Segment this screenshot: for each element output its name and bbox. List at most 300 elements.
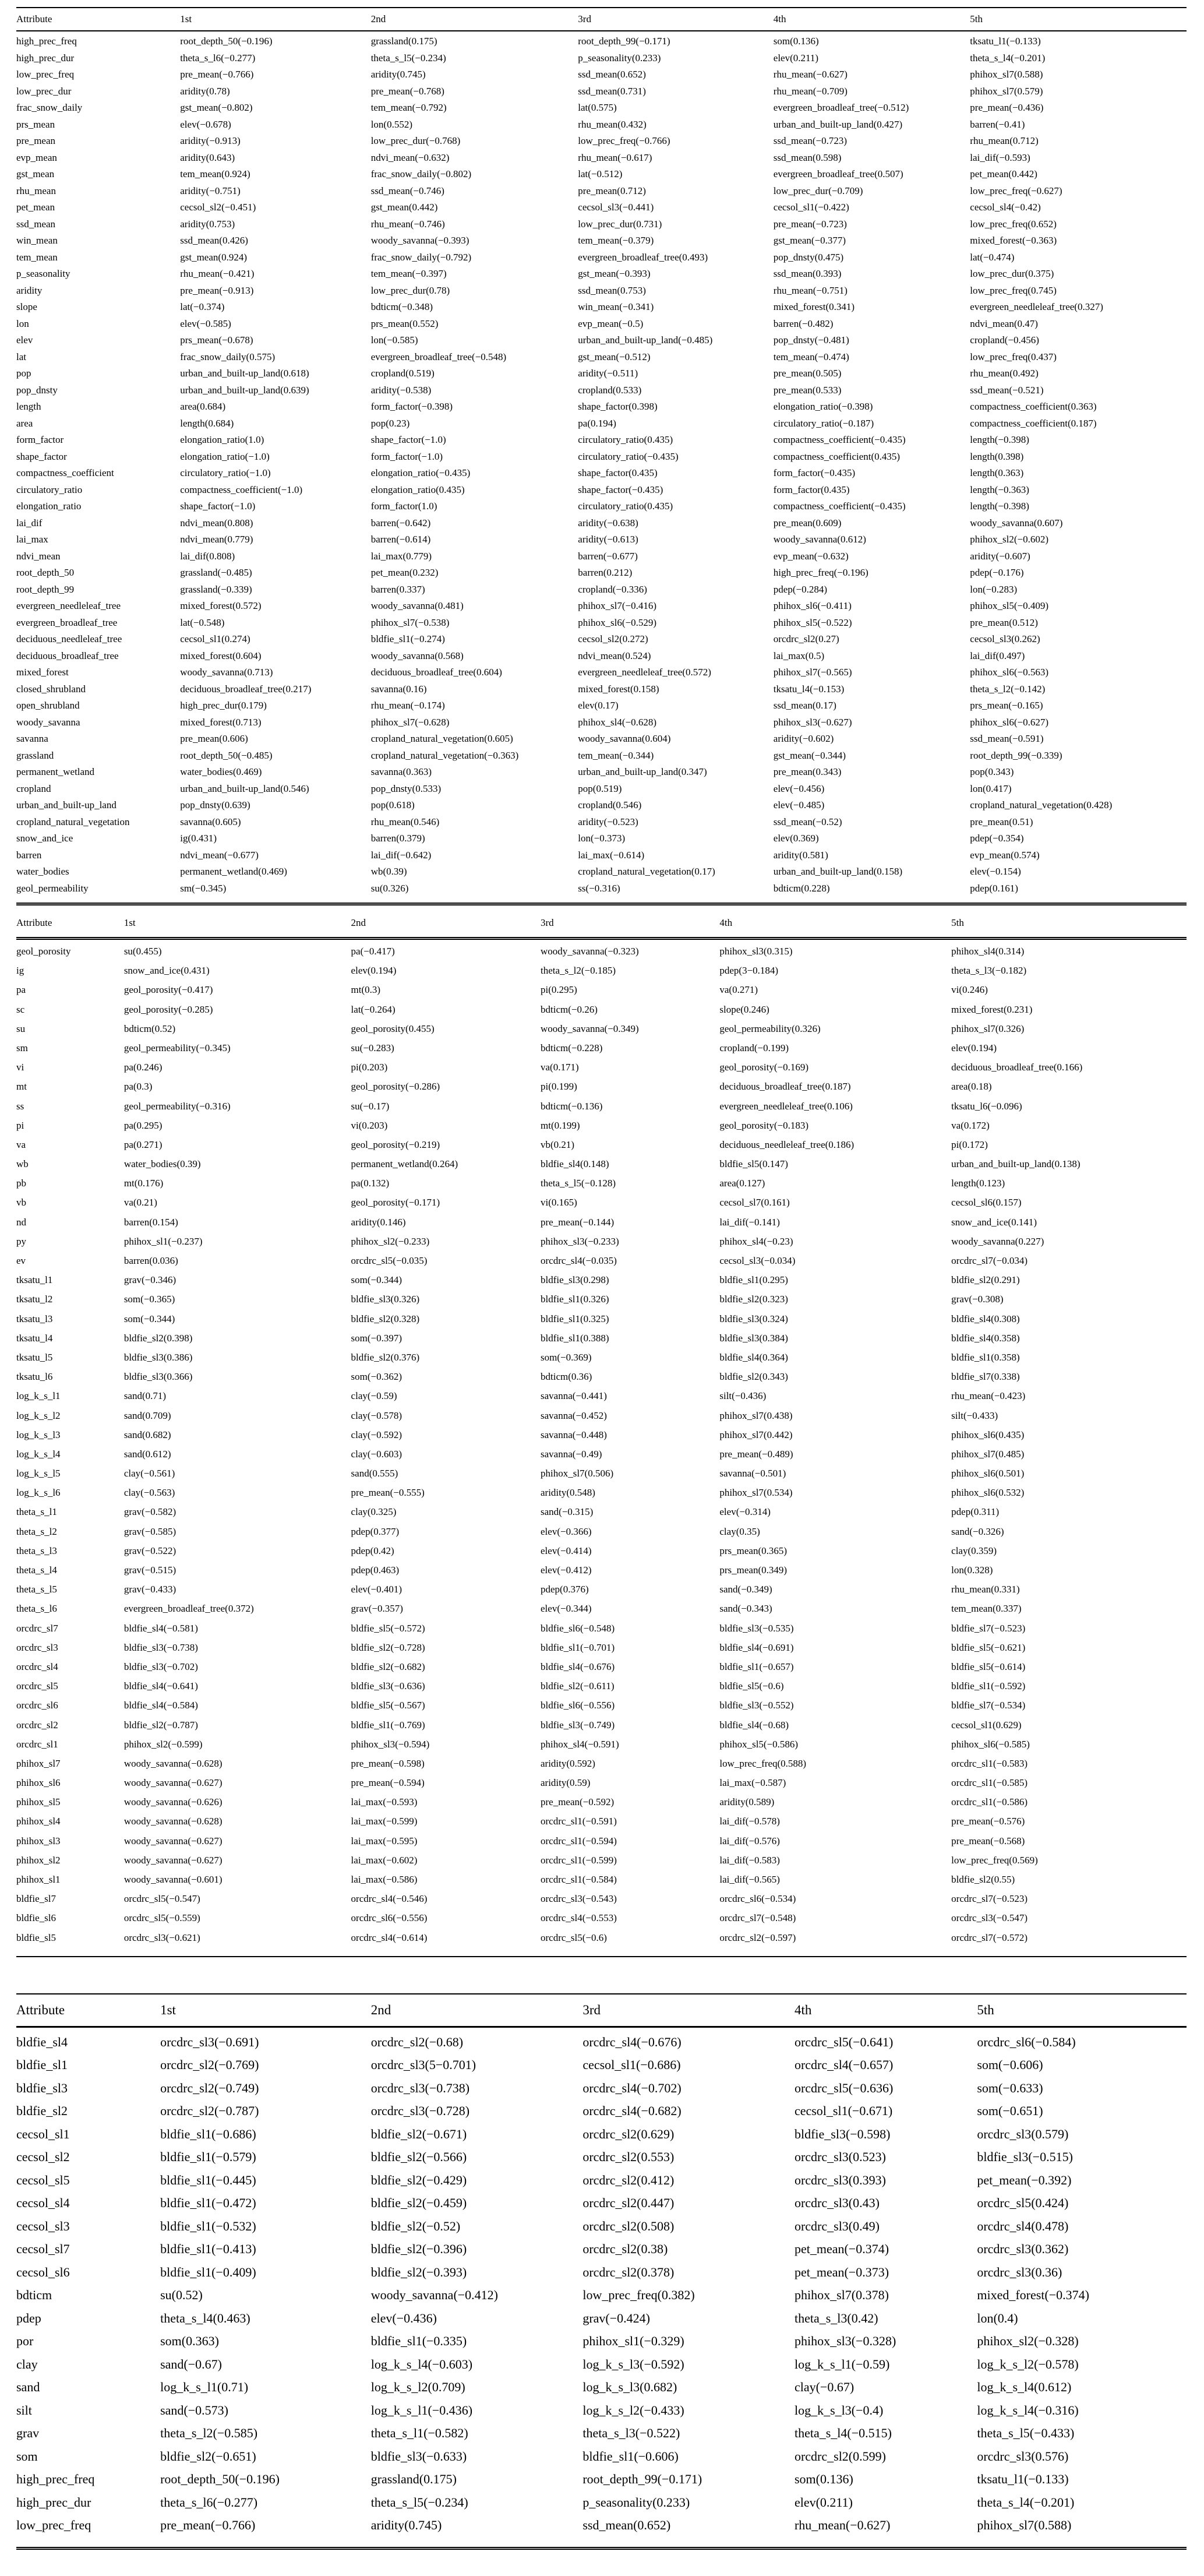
correlation-cell: cecsol_sl2(0.272)	[578, 633, 648, 644]
correlation-cell: phihox_sl7(0.588)	[970, 69, 1043, 80]
table-row	[16, 1700, 1187, 1719]
correlation-cell: som(−0.633)	[977, 2080, 1043, 2095]
correlation-cell: ssd_mean(−0.521)	[970, 384, 1044, 396]
table-row	[16, 1796, 1187, 1816]
attribute-cell: log_k_s_l3	[16, 1429, 61, 1440]
correlation-cell: urban_and_built-up_land(0.639)	[180, 384, 309, 396]
correlation-cell: bldfie_sl4(0.148)	[541, 1158, 609, 1170]
attribute-cell: elev	[16, 334, 33, 346]
correlation-cell: bldfie_sl2(0.328)	[351, 1313, 420, 1324]
table-row	[16, 1487, 1187, 1506]
attribute-cell: tksatu_l2	[16, 1294, 53, 1305]
attribute-cell: bldfie_sl7	[16, 1893, 56, 1905]
correlation-cell: prs_mean(−0.678)	[180, 334, 253, 346]
correlation-cell: grassland(−0.339)	[180, 583, 252, 595]
correlation-cell: elev(−0.344)	[541, 1603, 592, 1615]
correlation-cell: ssd_mean(0.598)	[773, 151, 842, 163]
table-row	[16, 850, 1187, 866]
correlation-cell: low_prec_freq(0.569)	[951, 1854, 1038, 1866]
table-row	[16, 1371, 1187, 1390]
correlation-cell: tem_mean(−0.792)	[370, 102, 447, 113]
correlation-cell: bldfie_sl2(0.55)	[951, 1874, 1015, 1885]
correlation-cell: ssd_mean(0.393)	[773, 268, 842, 279]
correlation-cell: geol_porosity(−0.417)	[123, 984, 213, 996]
attribute-cell: barren	[16, 849, 42, 861]
attribute-cell: por	[16, 2334, 34, 2349]
correlation-cell: cecsol_sl3(−0.441)	[578, 202, 654, 213]
table-row	[16, 31, 1187, 52]
correlation-cell: ssd_mean(−0.52)	[773, 816, 842, 827]
correlation-cell: theta_s_l5(−0.128)	[541, 1178, 616, 1189]
correlation-cell: woody_savanna(−0.627)	[123, 1854, 223, 1866]
correlation-cell: orcdrc_sl1(−0.585)	[951, 1777, 1028, 1789]
correlation-cell: phihox_sl5(−0.586)	[719, 1738, 799, 1750]
correlation-cell: bldfie_sl3(0.366)	[123, 1371, 193, 1383]
correlation-cell: rhu_mean(−0.627)	[773, 69, 848, 80]
correlation-cell: circulatory_ratio(0.435)	[578, 501, 673, 512]
table-row	[16, 1390, 1187, 1409]
correlation-cell: evergreen_needleleaf_tree(0.106)	[719, 1100, 853, 1112]
correlation-cell: geol_porosity(−0.169)	[719, 1062, 809, 1073]
correlation-cell: barren(−0.41)	[970, 118, 1025, 130]
table-row	[16, 600, 1187, 617]
table-row	[16, 434, 1187, 451]
attribute-cell: tksatu_l5	[16, 1351, 53, 1363]
table-row	[16, 2219, 1187, 2242]
correlation-cell: bldfie_sl5(0.147)	[719, 1158, 788, 1170]
correlation-cell: phihox_sl7(−0.416)	[578, 600, 657, 611]
correlation-cell: gst_mean(−0.393)	[578, 268, 651, 279]
correlation-cell: mixed_forest(0.713)	[180, 716, 262, 728]
table-row	[16, 717, 1187, 734]
correlation-cell: lon(0.552)	[370, 118, 412, 130]
correlation-cell: orcdrc_sl3(0.36)	[977, 2264, 1062, 2279]
correlation-cell: snow_and_ice(0.141)	[951, 1216, 1037, 1228]
correlation-cell: pop(0.618)	[370, 799, 415, 810]
correlation-cell: phihox_sl1(−0.329)	[582, 2334, 684, 2349]
correlation-cell: lon(−0.585)	[370, 334, 418, 346]
correlation-cell: woody_savanna(−0.393)	[370, 235, 469, 246]
correlation-cell: cropland_natural_vegetation(−0.363)	[370, 749, 519, 761]
correlation-cell: orcdrc_sl4(−0.676)	[582, 2034, 682, 2049]
table-row	[16, 1294, 1187, 1313]
correlation-cell: orcdrc_sl3(5−0.701)	[370, 2057, 476, 2073]
correlation-cell: lat(−0.512)	[578, 168, 623, 179]
correlation-cell: sand(−0.67)	[160, 2356, 222, 2371]
attribute-cell: silt	[16, 2402, 32, 2418]
correlation-cell: mixed_forest(0.572)	[180, 600, 262, 611]
correlation-cell: orcdrc_sl3(0.523)	[794, 2149, 886, 2165]
correlation-cell: high_prec_freq(−0.196)	[773, 567, 868, 578]
attribute-cell: nd	[16, 1216, 26, 1228]
correlation-cell: log_k_s_l2(−0.578)	[977, 2356, 1079, 2371]
correlation-cell: low_prec_dur(0.375)	[970, 268, 1054, 279]
correlation-cell: pre_mean(−0.594)	[351, 1777, 425, 1789]
correlation-cell: deciduous_broadleaf_tree(0.187)	[719, 1081, 851, 1093]
correlation-cell: som(−0.606)	[977, 2057, 1043, 2073]
correlation-cell: circulatory_ratio(−0.187)	[773, 417, 874, 429]
correlation-cell: clay(−0.561)	[123, 1468, 175, 1479]
correlation-cell: sand(0.555)	[351, 1468, 398, 1479]
correlation-cell: elev(−0.436)	[370, 2310, 437, 2325]
correlation-cell: orcdrc_sl5(−0.547)	[123, 1893, 200, 1905]
correlation-cell: pre_mean(0.343)	[773, 766, 842, 777]
correlation-cell: low_prec_freq(−0.766)	[578, 135, 670, 146]
correlation-cell: bldfie_sl1(−0.592)	[951, 1680, 1026, 1692]
correlation-cell: woody_savanna(−0.628)	[123, 1757, 223, 1769]
attribute-cell: sm	[16, 1042, 28, 1053]
attribute-cell: snow_and_ice	[16, 833, 73, 844]
table-row	[16, 2288, 1187, 2311]
correlation-cell: savanna(−0.441)	[541, 1390, 607, 1402]
column-header: Attribute	[16, 8, 180, 31]
table-row	[16, 185, 1187, 202]
correlation-cell: savanna(0.16)	[370, 683, 427, 695]
correlation-cell: urban_and_built-up_land(0.427)	[773, 118, 903, 130]
correlation-cell: pdep(0.463)	[351, 1564, 400, 1576]
table-row	[16, 2081, 1187, 2104]
correlation-cell: tem_mean(0.337)	[951, 1603, 1022, 1615]
table-row	[16, 667, 1187, 683]
correlation-cell: bldfie_sl3(−0.749)	[541, 1719, 615, 1731]
correlation-cell: tksatu_l1(−0.133)	[977, 2472, 1069, 2487]
table-row	[16, 52, 1187, 69]
column-header: 2nd	[351, 910, 541, 939]
attribute-cell: log_k_s_l4	[16, 1448, 61, 1460]
attribute-cell: pi	[16, 1119, 24, 1131]
table-row	[16, 2472, 1187, 2495]
table-row	[16, 501, 1187, 517]
correlation-cell: bldfie_sl1(0.358)	[951, 1351, 1020, 1363]
correlation-cell: theta_s_l5(−0.433)	[977, 2426, 1075, 2441]
correlation-cell: wb(0.39)	[370, 866, 407, 877]
correlation-cell: orcdrc_sl3(−0.547)	[951, 1912, 1028, 1924]
attribute-cell: win_mean	[16, 235, 58, 246]
table-row	[16, 833, 1187, 850]
correlation-cell: bldfie_sl2(0.398)	[123, 1332, 193, 1344]
correlation-cell: bldfie_sl3(−0.552)	[719, 1700, 794, 1711]
correlation-cell: ssd_mean(0.753)	[578, 284, 646, 296]
correlation-cell: bldfie_sl3(−0.515)	[977, 2149, 1073, 2165]
table-row	[16, 1835, 1187, 1855]
header-row	[16, 8, 1187, 31]
correlation-cell: elongation_ratio(−0.435)	[370, 467, 471, 478]
correlation-cell: grav(−0.308)	[951, 1294, 1004, 1305]
correlation-cell: root_depth_99(−0.171)	[582, 2472, 702, 2487]
correlation-cell: ndvi_mean(−0.677)	[180, 849, 259, 861]
correlation-cell: cecsol_sl3(0.262)	[970, 633, 1040, 644]
attribute-cell: ss	[16, 1100, 24, 1112]
table-row	[16, 683, 1187, 700]
table-row	[16, 816, 1187, 833]
correlation-cell: urban_and_built-up_land(−0.485)	[578, 334, 713, 346]
attribute-cell: geol_permeability	[16, 882, 89, 894]
correlation-cell: tksatu_l1(−0.133)	[970, 36, 1041, 47]
correlation-cell: gst_mean(−0.512)	[578, 351, 651, 362]
correlation-cell: som(−0.369)	[541, 1351, 592, 1363]
table-row	[16, 418, 1187, 435]
correlation-cell: clay(0.35)	[719, 1525, 760, 1537]
table-row	[16, 69, 1187, 86]
correlation-cell: barren(−0.642)	[370, 517, 431, 528]
correlation-cell: grav(−0.433)	[123, 1584, 176, 1595]
correlation-cell: rhu_mean(−0.617)	[578, 151, 652, 163]
correlation-cell: phihox_sl2(−0.233)	[351, 1235, 430, 1247]
correlation-cell: sand(0.71)	[123, 1390, 167, 1402]
table-row	[16, 1333, 1187, 1352]
correlation-cell: low_prec_freq(0.588)	[719, 1757, 807, 1769]
correlation-cell: evp_mean(0.574)	[970, 849, 1040, 861]
correlation-cell: bldfie_sl3(−0.633)	[370, 2448, 467, 2464]
correlation-cell: prs_mean(0.349)	[719, 1564, 788, 1576]
attribute-cell: theta_s_l4	[16, 1564, 57, 1576]
correlation-cell: orcdrc_sl4(−0.614)	[351, 1932, 428, 1943]
correlation-cell: log_k_s_l4(0.612)	[977, 2380, 1072, 2395]
column-header: 4th	[795, 1994, 977, 2027]
correlation-cell: pa(0.295)	[123, 1119, 163, 1131]
correlation-cell: pet_mean(0.232)	[370, 567, 439, 578]
correlation-cell: geol_porosity(−0.286)	[351, 1081, 440, 1093]
correlation-cell: bldfie_sl1(−0.769)	[351, 1719, 425, 1731]
correlation-cell: cecsol_sl7(0.161)	[719, 1197, 790, 1208]
table-row	[16, 102, 1187, 119]
correlation-cell: lai_dif(−0.576)	[719, 1835, 780, 1846]
attribute-cell: orcdrc_sl2	[16, 1719, 58, 1731]
table-row	[16, 235, 1187, 252]
column-header: 5th	[977, 1994, 1187, 2027]
correlation-cell: orcdrc_sl2(0.629)	[582, 2126, 675, 2141]
correlation-cell: shape_factor(−1.0)	[180, 501, 256, 512]
correlation-cell: phihox_sl7(0.579)	[970, 85, 1043, 97]
correlation-cell: theta_s_l2(−0.585)	[160, 2426, 258, 2441]
attribute-cell: bdticm	[16, 2288, 52, 2303]
correlation-table-3	[16, 1993, 1187, 2550]
correlation-cell: gst_mean(−0.377)	[773, 235, 846, 246]
correlation-cell: area(0.684)	[180, 401, 226, 412]
correlation-cell: elongation_ratio(−0.398)	[773, 401, 873, 412]
correlation-cell: grav(−0.582)	[123, 1506, 176, 1518]
attribute-cell: va	[16, 1139, 26, 1150]
attribute-cell: tem_mean	[16, 251, 58, 263]
correlation-cell: va(0.271)	[719, 984, 758, 996]
correlation-cell: bldfie_sl1(0.326)	[541, 1294, 609, 1305]
correlation-cell: shape_factor(0.398)	[578, 401, 658, 412]
attribute-cell: circulatory_ratio	[16, 484, 83, 495]
table-row	[16, 1758, 1187, 1777]
correlation-cell: bldfie_sl7(−0.534)	[951, 1700, 1026, 1711]
correlation-cell: orcdrc_sl3(0.393)	[794, 2172, 886, 2187]
correlation-cell: savanna(−0.452)	[541, 1409, 607, 1421]
table-row	[16, 2449, 1187, 2472]
correlation-cell: pi(0.172)	[951, 1139, 988, 1150]
correlation-cell: water_bodies(0.469)	[180, 766, 262, 777]
correlation-cell: vi(0.165)	[541, 1197, 577, 1208]
correlation-cell: geol_porosity(−0.171)	[351, 1197, 440, 1208]
correlation-cell: aridity(0.59)	[541, 1777, 591, 1789]
correlation-cell: aridity(0.589)	[719, 1796, 775, 1808]
correlation-cell: log_k_s_l2(−0.433)	[582, 2402, 684, 2418]
attribute-cell: cecsol_sl2	[16, 2149, 70, 2165]
correlation-cell: form_factor(−0.435)	[773, 467, 856, 478]
table-1-body	[16, 31, 1187, 904]
correlation-cell: rhu_mean(−0.423)	[951, 1390, 1026, 1402]
correlation-cell: cropland(−0.336)	[578, 583, 647, 595]
correlation-cell: phihox_sl7(0.506)	[541, 1468, 614, 1479]
correlation-cell: orcdrc_sl3(0.362)	[977, 2242, 1069, 2257]
correlation-cell: elev(0.194)	[351, 965, 397, 977]
table-row	[16, 268, 1187, 285]
attribute-cell: bldfie_sl2	[16, 2103, 68, 2119]
correlation-cell: cecsol_sl1(0.274)	[180, 633, 250, 644]
table-row	[16, 467, 1187, 484]
table-row	[16, 351, 1187, 368]
correlation-cell: orcdrc_sl2(−0.749)	[160, 2080, 259, 2095]
table-row	[16, 1081, 1187, 1100]
correlation-cell: clay(−0.59)	[351, 1390, 397, 1402]
table-row	[16, 1178, 1187, 1197]
correlation-cell: savanna(−0.501)	[719, 1468, 786, 1479]
attribute-cell: evp_mean	[16, 151, 57, 163]
correlation-cell: barren(−0.482)	[773, 318, 834, 329]
correlation-cell: aridity(0.643)	[180, 151, 235, 163]
attribute-cell: root_depth_99	[16, 583, 75, 595]
correlation-cell: rhu_mean(0.712)	[970, 135, 1039, 146]
correlation-cell: orcdrc_sl4(−0.702)	[582, 2080, 682, 2095]
correlation-cell: pre_mean(−0.489)	[719, 1448, 793, 1460]
correlation-cell: tem_mean(−0.397)	[370, 268, 447, 279]
correlation-cell: evergreen_broadleaf_tree(0.372)	[123, 1603, 254, 1615]
correlation-cell: bldfie_sl1(0.295)	[719, 1274, 788, 1286]
correlation-cell: pdep(0.42)	[351, 1545, 394, 1556]
correlation-cell: bldfie_sl2(−0.671)	[370, 2126, 467, 2141]
attribute-cell: cecsol_sl7	[16, 2242, 70, 2257]
correlation-cell: length(−0.363)	[970, 484, 1029, 495]
correlation-cell: aridity(0.548)	[541, 1487, 595, 1499]
correlation-cell: orcdrc_sl2(0.553)	[582, 2149, 675, 2165]
table-row	[16, 135, 1187, 152]
correlation-cell: rhu_mean(−0.174)	[370, 700, 445, 711]
correlation-cell: rhu_mean(−0.421)	[180, 268, 255, 279]
attribute-cell: mt	[16, 1081, 27, 1093]
correlation-cell: pre_mean(0.712)	[578, 185, 646, 196]
attribute-cell: py	[16, 1235, 26, 1247]
attribute-cell: pdep	[16, 2310, 41, 2325]
correlation-cell: pet_mean(−0.373)	[794, 2264, 889, 2279]
correlation-cell: va(0.21)	[123, 1197, 157, 1208]
attribute-cell: pop_dnsty	[16, 384, 58, 396]
correlation-cell: log_k_s_l1(−0.59)	[794, 2356, 890, 2371]
correlation-cell: bldfie_sl4(−0.68)	[719, 1719, 789, 1731]
correlation-cell: pi(0.199)	[541, 1081, 577, 1093]
attribute-cell: cropland_natural_vegetation	[16, 816, 130, 827]
correlation-cell: theta_s_l3(−0.182)	[951, 965, 1027, 977]
correlation-cell: phihox_sl4(−0.23)	[719, 1235, 793, 1247]
correlation-cell: theta_s_l3(0.42)	[794, 2310, 878, 2325]
table-row	[16, 2027, 1187, 2057]
correlation-cell: ndvi_mean(−0.632)	[370, 151, 450, 163]
correlation-cell: grav(−0.515)	[123, 1564, 176, 1576]
correlation-cell: orcdrc_sl1(−0.599)	[541, 1854, 617, 1866]
table-row	[16, 1274, 1187, 1294]
correlation-cell: bldfie_sl3(−0.702)	[123, 1661, 198, 1672]
table-row	[16, 2149, 1187, 2173]
attribute-cell: ndvi_mean	[16, 550, 61, 562]
header-row	[16, 1994, 1187, 2027]
correlation-cell: aridity(−0.511)	[578, 368, 638, 379]
correlation-cell: bldfie_sl1(−0.409)	[160, 2264, 256, 2279]
correlation-cell: vb(0.21)	[541, 1139, 575, 1150]
correlation-cell: ssd_mean(−0.591)	[970, 733, 1044, 744]
correlation-cell: sand(0.682)	[123, 1429, 171, 1440]
column-header: 1st	[180, 8, 370, 31]
attribute-cell: vb	[16, 1197, 26, 1208]
correlation-cell: su(−0.283)	[351, 1042, 394, 1053]
correlation-cell: vi(0.203)	[351, 1119, 388, 1131]
correlation-cell: log_k_s_l3(0.682)	[582, 2380, 677, 2395]
attribute-cell: phihox_sl1	[16, 1874, 61, 1885]
correlation-cell: log_k_s_l1(0.71)	[160, 2380, 249, 2395]
attribute-cell: log_k_s_l1	[16, 1390, 61, 1402]
correlation-cell: bldfie_sl4(0.308)	[951, 1313, 1020, 1324]
correlation-cell: log_k_s_l4(−0.603)	[370, 2356, 473, 2371]
correlation-cell: cecsol_sl3(−0.034)	[719, 1255, 796, 1266]
correlation-cell: phihox_sl7(0.438)	[719, 1409, 793, 1421]
correlation-cell: pre_mean(0.512)	[970, 616, 1038, 628]
correlation-cell: cecsol_sl6(0.157)	[951, 1197, 1022, 1208]
correlation-cell: tem_mean(−0.344)	[578, 749, 654, 761]
correlation-cell: permanent_wetland(0.264)	[351, 1158, 458, 1170]
correlation-cell: elev(−0.366)	[541, 1525, 592, 1537]
correlation-cell: pdep(−0.354)	[970, 833, 1024, 844]
correlation-cell: aridity(−0.538)	[370, 384, 432, 396]
correlation-cell: shape_factor(−0.435)	[578, 484, 663, 495]
column-header: 1st	[124, 910, 351, 939]
correlation-cell: cecsol_sl1(−0.686)	[582, 2057, 681, 2073]
correlation-cell: sand(0.612)	[123, 1448, 171, 1460]
correlation-cell: bldfie_sl1(−0.579)	[160, 2149, 256, 2165]
correlation-cell: compactness_coefficient(0.363)	[970, 401, 1097, 412]
correlation-cell: length(−0.398)	[970, 434, 1029, 445]
table-row	[16, 965, 1187, 984]
correlation-cell: bldfie_sl3(−0.535)	[719, 1622, 794, 1634]
correlation-cell: orcdrc_sl1(−0.586)	[951, 1796, 1028, 1808]
correlation-cell: root_depth_99(−0.171)	[578, 36, 670, 47]
table-row	[16, 2403, 1187, 2426]
correlation-cell: woody_savanna(0.713)	[180, 667, 273, 678]
correlation-cell: urban_and_built-up_land(0.158)	[773, 866, 903, 877]
correlation-cell: geol_porosity(0.455)	[351, 1023, 435, 1034]
correlation-cell: bldfie_sl1(−0.413)	[160, 2242, 256, 2257]
correlation-cell: woody_savanna(0.612)	[773, 534, 866, 545]
table-row	[16, 1545, 1187, 1564]
attribute-cell: phihox_sl2	[16, 1854, 61, 1866]
correlation-cell: orcdrc_sl3(0.579)	[977, 2126, 1069, 2141]
correlation-cell: som(−0.362)	[351, 1371, 402, 1383]
correlation-cell: orcdrc_sl2(0.378)	[582, 2264, 675, 2279]
correlation-cell: clay(−0.563)	[123, 1487, 175, 1499]
table-row	[16, 984, 1187, 1003]
correlation-cell: low_prec_dur(0.78)	[370, 284, 450, 296]
correlation-cell: cropland(−0.456)	[970, 334, 1039, 346]
correlation-cell: tem_mean(0.924)	[180, 168, 250, 179]
correlation-cell: evergreen_broadleaf_tree(0.507)	[773, 168, 903, 179]
attribute-cell: phihox_sl4	[16, 1816, 61, 1827]
correlation-cell: som(−0.344)	[351, 1274, 402, 1286]
correlation-cell: gst_mean(−0.802)	[180, 102, 253, 113]
attribute-cell: pop	[16, 368, 31, 379]
attribute-cell: form_factor	[16, 434, 64, 445]
table-row	[16, 733, 1187, 750]
